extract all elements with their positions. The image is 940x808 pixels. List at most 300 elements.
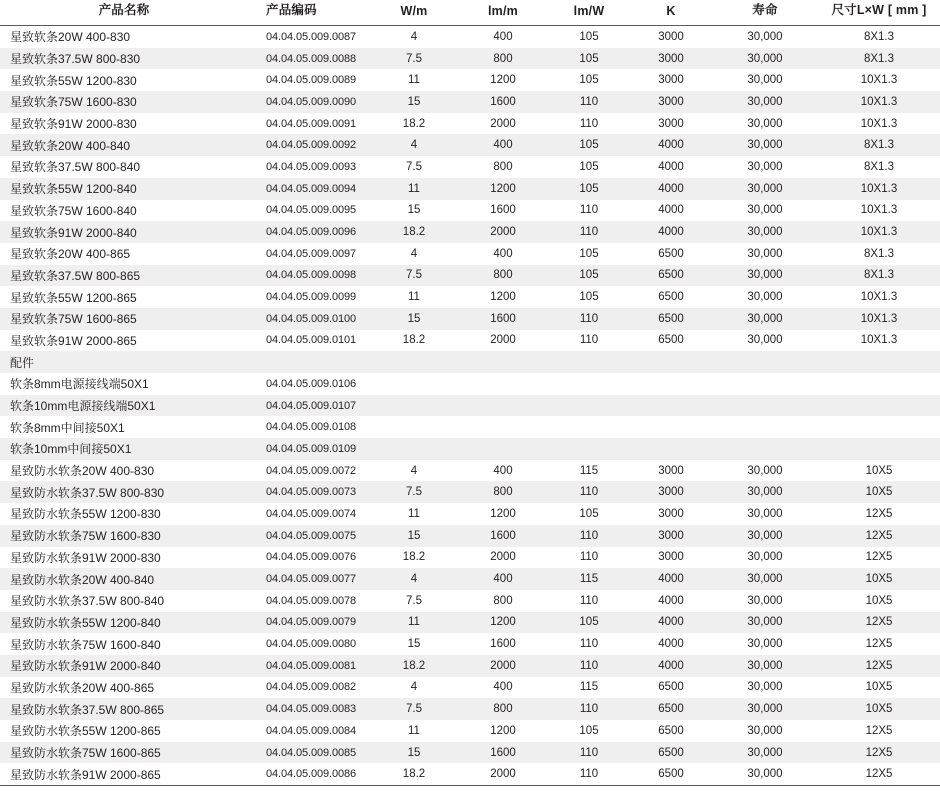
- cell-watt-per-meter: [370, 438, 458, 460]
- table-row: [0, 395, 940, 417]
- cell-watt-per-meter: [370, 373, 458, 395]
- cell-product-code: 04.04.05.009.0091: [266, 117, 357, 130]
- cell-watt-per-meter: 4: [370, 134, 458, 156]
- cell-product-code: 04.04.05.009.0090: [248, 91, 370, 113]
- cell-color-temperature: 3000: [630, 48, 712, 70]
- cell-watt-per-meter: 15: [370, 91, 458, 113]
- cell-lifetime: 30,000: [747, 464, 783, 477]
- cell-color-temperature: 3000: [630, 525, 712, 547]
- cell-product-name: 星致防水软条55W 1200-830: [10, 507, 161, 522]
- cell-watt-per-meter: [370, 395, 458, 417]
- cell-product-code: 04.04.05.009.0089: [266, 74, 357, 87]
- cell-dimensions: 10X5: [818, 481, 940, 503]
- cell-dimensions: 10X1.3: [818, 308, 940, 330]
- cell-lifetime: 30,000: [747, 507, 783, 520]
- column-header-watt-per-meter: W/m: [370, 0, 458, 26]
- cell-lumen-per-meter: 1200: [490, 291, 516, 304]
- cell-color-temperature: 3000: [630, 91, 712, 113]
- cell-lumen-per-meter: 400: [458, 134, 548, 156]
- cell-watt-per-meter: 15: [370, 308, 458, 330]
- cell-product-name: 星致软条37.5W 800-840: [10, 160, 141, 175]
- cell-lumen-per-meter: 800: [493, 160, 513, 173]
- table-row: [0, 525, 940, 547]
- cell-watt-per-meter: [370, 416, 458, 438]
- cell-product-code: 04.04.05.009.0083: [248, 698, 370, 720]
- cell-watt-per-meter: 18.2: [370, 655, 458, 677]
- cell-lifetime: 30,000: [712, 134, 818, 156]
- cell-lumen-per-meter: 400: [493, 681, 513, 694]
- cell-lumen-per-meter: [458, 373, 548, 395]
- cell-lumen-per-meter: 1200: [458, 612, 548, 634]
- cell-lumen-per-watt: 110: [548, 698, 630, 720]
- header-row: [0, 0, 940, 26]
- cell-watt-per-meter: 18.2: [402, 551, 426, 564]
- table-row: [0, 330, 940, 352]
- cell-watt-per-meter: 11: [370, 178, 458, 200]
- cell-product-name: 星致软条20W 400-865: [10, 247, 131, 262]
- table-row: [0, 156, 940, 178]
- cell-watt-per-meter: 7.5: [370, 698, 458, 720]
- cell-product-code: 04.04.05.009.0099: [266, 291, 357, 304]
- cell-dimensions: 10X5: [865, 681, 893, 694]
- cell-lumen-per-meter: 2000: [458, 655, 548, 677]
- cell-dimensions: [818, 373, 940, 395]
- table-row: [0, 720, 940, 742]
- cell-lumen-per-meter: 800: [458, 48, 548, 70]
- cell-product-name: 星致软条91W 2000-830: [10, 117, 137, 132]
- cell-lumen-per-meter: 800: [458, 265, 548, 287]
- cell-lumen-per-meter: 2000: [458, 221, 548, 243]
- cell-lumen-per-watt: [548, 395, 630, 417]
- cell-dimensions: 8X1.3: [818, 134, 940, 156]
- cell-watt-per-meter: 11: [408, 291, 420, 304]
- table-row: [0, 503, 940, 525]
- cell-lifetime: [712, 395, 818, 417]
- cell-color-temperature: 4000: [630, 655, 712, 677]
- cell-color-temperature: 4000: [658, 638, 684, 651]
- cell-lumen-per-watt: 110: [579, 551, 599, 564]
- cell-color-temperature: 4000: [630, 178, 712, 200]
- cell-product-code: 04.04.05.009.0109: [248, 438, 370, 460]
- table-row: [0, 69, 940, 91]
- cell-product-code: 04.04.05.009.0077: [248, 568, 370, 590]
- cell-watt-per-meter: 18.2: [402, 117, 426, 130]
- table-header: [0, 0, 940, 26]
- cell-color-temperature: 4000: [630, 134, 712, 156]
- cell-watt-per-meter: 4: [410, 247, 418, 260]
- table-row: [0, 763, 940, 785]
- cell-lumen-per-meter: 1600: [490, 638, 516, 651]
- table-row: [0, 200, 940, 222]
- cell-watt-per-meter: 7.5: [370, 481, 458, 503]
- cell-product-code: 04.04.05.009.0108: [266, 421, 357, 434]
- cell-dimensions: 8X1.3: [863, 160, 895, 173]
- cell-lumen-per-watt: 105: [579, 160, 599, 173]
- cell-lumen-per-watt: [548, 416, 630, 438]
- table-row: [0, 568, 940, 590]
- cell-product-code: 04.04.05.009.0087: [266, 30, 357, 43]
- cell-product-name: 星致防水软条91W 2000-865: [0, 763, 248, 785]
- table-row: [0, 590, 940, 612]
- cell-dimensions: 12X5: [865, 638, 893, 651]
- table-row: [0, 373, 940, 395]
- cell-color-temperature: [630, 416, 712, 438]
- cell-lumen-per-meter: 400: [493, 30, 513, 43]
- cell-watt-per-meter: 15: [370, 742, 458, 764]
- cell-product-name: 星致软条20W 400-830: [10, 30, 131, 45]
- cell-lumen-per-watt: 110: [548, 742, 630, 764]
- cell-product-code: 04.04.05.009.0095: [266, 204, 357, 217]
- cell-product-code: 04.04.05.009.0079: [248, 612, 370, 634]
- cell-lumen-per-meter: 2000: [490, 334, 516, 347]
- cell-lifetime: 30,000: [712, 91, 818, 113]
- cell-lumen-per-watt: 105: [579, 247, 599, 260]
- cell-dimensions: [818, 438, 940, 460]
- cell-lumen-per-watt: 115: [579, 681, 599, 694]
- cell-lifetime: 30,000: [712, 698, 818, 720]
- table-row: [0, 221, 940, 243]
- cell-dimensions: 10X1.3: [860, 74, 898, 87]
- cell-dimensions: 12X5: [865, 551, 893, 564]
- table-row: [0, 438, 940, 460]
- table-row: [0, 243, 940, 265]
- column-header-lumen-per-meter: lm/m: [458, 0, 548, 26]
- cell-product-name: 星致防水软条91W 2000-840: [0, 655, 248, 677]
- cell-lifetime: 30,000: [712, 308, 818, 330]
- cell-lumen-per-meter: 1200: [458, 178, 548, 200]
- cell-dimensions: 12X5: [818, 742, 940, 764]
- cell-product-name: 配件: [0, 351, 248, 373]
- cell-lumen-per-meter: 400: [458, 568, 548, 590]
- cell-lifetime: 30,000: [747, 247, 783, 260]
- cell-product-name: 星致防水软条37.5W 800-830: [0, 481, 248, 503]
- table-row: [0, 677, 940, 699]
- cell-lifetime: 30,000: [747, 638, 783, 651]
- cell-lifetime: 30,000: [747, 160, 783, 173]
- cell-lumen-per-watt: 105: [579, 291, 599, 304]
- cell-lifetime: 30,000: [747, 204, 783, 217]
- cell-watt-per-meter: 18.2: [370, 763, 458, 785]
- cell-lumen-per-watt: [548, 373, 630, 395]
- table-row: [0, 547, 940, 569]
- cell-lumen-per-watt: 110: [579, 334, 599, 347]
- cell-lumen-per-watt: 110: [548, 308, 630, 330]
- cell-dimensions: 10X1.3: [860, 117, 898, 130]
- cell-lifetime: 30,000: [747, 724, 783, 737]
- cell-product-code: 04.04.05.009.0107: [248, 395, 370, 417]
- cell-product-name: 星致软条91W 2000-865: [10, 333, 137, 348]
- cell-color-temperature: 3000: [658, 464, 684, 477]
- column-header-lumen-per-watt: lm/W: [548, 0, 630, 26]
- table-row: [0, 286, 940, 308]
- cell-product-name: 星致软条55W 1200-840: [0, 178, 248, 200]
- cell-product-code: 04.04.05.009.0085: [248, 742, 370, 764]
- table-body: [0, 26, 940, 786]
- cell-lumen-per-meter: [458, 438, 548, 460]
- cell-lumen-per-meter: 1600: [458, 91, 548, 113]
- cell-watt-per-meter: 7.5: [406, 594, 422, 607]
- cell-product-code: 04.04.05.009.0084: [266, 724, 357, 737]
- cell-color-temperature: 4000: [630, 221, 712, 243]
- table-row: [0, 48, 940, 70]
- cell-lumen-per-watt: 110: [548, 221, 630, 243]
- cell-product-code: 04.04.05.009.0076: [266, 551, 357, 564]
- cell-product-name: 星致防水软条20W 400-840: [0, 568, 248, 590]
- cell-lifetime: 30,000: [712, 568, 818, 590]
- cell-dimensions: 12X5: [865, 724, 893, 737]
- cell-color-temperature: 4000: [630, 568, 712, 590]
- column-header-color-temperature: K: [630, 0, 712, 26]
- cell-lumen-per-meter: 1600: [458, 525, 548, 547]
- cell-lifetime: [712, 373, 818, 395]
- cell-product-name: 星致软条91W 2000-840: [0, 221, 248, 243]
- cell-dimensions: 8X1.3: [863, 247, 895, 260]
- cell-product-code: 04.04.05.009.0100: [248, 308, 370, 330]
- cell-lumen-per-watt: 110: [548, 91, 630, 113]
- table-row: [0, 742, 940, 764]
- cell-color-temperature: 3000: [658, 117, 684, 130]
- cell-color-temperature: [630, 438, 712, 460]
- cell-lumen-per-watt: 105: [579, 30, 599, 43]
- cell-color-temperature: 3000: [658, 74, 684, 87]
- cell-color-temperature: 4000: [658, 204, 684, 217]
- cell-dimensions: 10X1.3: [818, 178, 940, 200]
- cell-dimensions: 10X1.3: [860, 291, 898, 304]
- cell-lifetime: 30,000: [712, 655, 818, 677]
- cell-product-code: 04.04.05.009.0078: [266, 594, 357, 607]
- cell-product-code: 04.04.05.009.0088: [248, 48, 370, 70]
- cell-product-name: 星致软条20W 400-840: [0, 134, 248, 156]
- cell-lumen-per-watt: [548, 438, 630, 460]
- cell-color-temperature: 6500: [630, 698, 712, 720]
- cell-product-name: 星致防水软条37.5W 800-840: [10, 594, 165, 609]
- cell-product-name: 星致软条75W 1600-830: [0, 91, 248, 113]
- cell-watt-per-meter: 4: [410, 464, 418, 477]
- cell-watt-per-meter: 11: [408, 724, 420, 737]
- table-row: [0, 308, 940, 330]
- cell-lumen-per-meter: 1200: [490, 724, 516, 737]
- cell-lifetime: [712, 351, 818, 373]
- table-row: [0, 113, 940, 135]
- cell-color-temperature: 6500: [630, 265, 712, 287]
- table-row: [0, 612, 940, 634]
- column-header-lifetime: 寿命: [712, 0, 818, 26]
- cell-product-code: 04.04.05.009.0098: [248, 265, 370, 287]
- cell-product-code: 04.04.05.009.0073: [248, 481, 370, 503]
- cell-lumen-per-watt: 110: [579, 638, 599, 651]
- cell-product-name: 星致软条37.5W 800-865: [0, 265, 248, 287]
- cell-color-temperature: 3000: [658, 551, 684, 564]
- cell-watt-per-meter: 18.2: [370, 221, 458, 243]
- table-row: [0, 416, 940, 438]
- cell-product-code: 04.04.05.009.0092: [248, 134, 370, 156]
- cell-dimensions: 8X1.3: [863, 30, 895, 43]
- cell-lumen-per-meter: 400: [493, 464, 513, 477]
- cell-product-name: 软条10mm中间接50X1: [0, 438, 248, 460]
- cell-lumen-per-meter: 800: [458, 698, 548, 720]
- cell-dimensions: [818, 395, 940, 417]
- cell-color-temperature: 6500: [658, 247, 684, 260]
- cell-lumen-per-watt: 115: [579, 464, 599, 477]
- cell-product-code: 04.04.05.009.0080: [266, 638, 357, 651]
- cell-color-temperature: 4000: [630, 612, 712, 634]
- cell-product-name: 星致软条75W 1600-865: [0, 308, 248, 330]
- cell-lumen-per-watt: 105: [579, 724, 599, 737]
- cell-lumen-per-meter: 400: [493, 247, 513, 260]
- cell-dimensions: 12X5: [818, 612, 940, 634]
- cell-dimensions: 8X1.3: [818, 48, 940, 70]
- cell-lumen-per-meter: [458, 416, 548, 438]
- cell-product-code: 04.04.05.009.0075: [248, 525, 370, 547]
- table-row: [0, 265, 940, 287]
- cell-watt-per-meter: 15: [407, 638, 421, 651]
- cell-lumen-per-watt: 105: [548, 265, 630, 287]
- table-row: [0, 481, 940, 503]
- cell-color-temperature: [630, 351, 712, 373]
- cell-product-code: 04.04.05.009.0082: [266, 681, 357, 694]
- cell-lifetime: 30,000: [747, 594, 783, 607]
- cell-lifetime: 30,000: [747, 334, 783, 347]
- cell-color-temperature: 3000: [658, 507, 684, 520]
- cell-dimensions: 12X5: [818, 763, 940, 785]
- cell-lumen-per-watt: 110: [579, 204, 599, 217]
- cell-color-temperature: 6500: [630, 308, 712, 330]
- cell-lifetime: 30,000: [747, 117, 783, 130]
- cell-lumen-per-meter: 1600: [490, 204, 516, 217]
- cell-dimensions: 10X1.3: [818, 221, 940, 243]
- table-row: [0, 351, 940, 373]
- cell-dimensions: 10X5: [818, 698, 940, 720]
- cell-watt-per-meter: 11: [408, 74, 420, 87]
- cell-lumen-per-watt: [548, 351, 630, 373]
- cell-dimensions: 10X5: [818, 568, 940, 590]
- cell-product-name: 星致防水软条20W 400-830: [10, 464, 155, 479]
- cell-dimensions: 12X5: [865, 507, 893, 520]
- cell-lumen-per-meter: 800: [493, 594, 513, 607]
- cell-product-name: 软条8mm电源接线端50X1: [10, 377, 149, 392]
- cell-product-code: 04.04.05.009.0086: [248, 763, 370, 785]
- cell-product-name: 星致防水软条55W 1200-840: [0, 612, 248, 634]
- cell-product-code: 04.04.05.009.0101: [266, 334, 357, 347]
- cell-watt-per-meter: 7.5: [370, 48, 458, 70]
- cell-lumen-per-watt: 115: [548, 568, 630, 590]
- table-row: [0, 178, 940, 200]
- cell-lumen-per-meter: 2000: [490, 117, 516, 130]
- cell-dimensions: 10X5: [865, 464, 893, 477]
- cell-lumen-per-watt: 110: [548, 525, 630, 547]
- cell-product-code: 04.04.05.009.0074: [266, 507, 357, 520]
- cell-watt-per-meter: 11: [370, 612, 458, 634]
- cell-product-name: 星致软条55W 1200-830: [10, 73, 137, 88]
- cell-color-temperature: [630, 373, 712, 395]
- cell-watt-per-meter: 7.5: [370, 265, 458, 287]
- cell-lumen-per-watt: 110: [579, 117, 599, 130]
- cell-dimensions: 12X5: [818, 525, 940, 547]
- cell-dimensions: 10X1.3: [860, 334, 898, 347]
- cell-watt-per-meter: 15: [407, 204, 421, 217]
- cell-lumen-per-watt: 105: [579, 507, 599, 520]
- cell-lumen-per-watt: 110: [579, 594, 599, 607]
- cell-dimensions: 8X1.3: [818, 265, 940, 287]
- cell-color-temperature: 6500: [658, 724, 684, 737]
- cell-lifetime: 30,000: [712, 525, 818, 547]
- cell-lifetime: 30,000: [747, 551, 783, 564]
- table-row: [0, 698, 940, 720]
- cell-lumen-per-meter: 1600: [458, 742, 548, 764]
- cell-color-temperature: 4000: [658, 160, 684, 173]
- cell-dimensions: [818, 416, 940, 438]
- cell-lifetime: 30,000: [747, 74, 783, 87]
- cell-dimensions: 10X1.3: [818, 91, 940, 113]
- cell-product-name: 软条10mm电源接线端50X1: [0, 395, 248, 417]
- cell-dimensions: 10X1.3: [860, 204, 898, 217]
- cell-lifetime: 30,000: [712, 265, 818, 287]
- cell-product-code: 04.04.05.009.0097: [266, 247, 357, 260]
- cell-product-code: 04.04.05.009.0081: [248, 655, 370, 677]
- table-row: [0, 26, 940, 48]
- cell-lifetime: [712, 416, 818, 438]
- cell-lumen-per-watt: 110: [548, 655, 630, 677]
- cell-lifetime: 30,000: [712, 48, 818, 70]
- cell-lumen-per-meter: [458, 395, 548, 417]
- cell-lumen-per-watt: 105: [548, 178, 630, 200]
- cell-product-name: 星致防水软条20W 400-865: [10, 680, 155, 695]
- cell-lifetime: 30,000: [712, 763, 818, 785]
- cell-lumen-per-meter: 1200: [490, 74, 516, 87]
- cell-product-name: 软条8mm中间接50X1: [10, 420, 125, 435]
- table-row: [0, 91, 940, 113]
- cell-product-name: 星致软条37.5W 800-830: [0, 48, 248, 70]
- cell-product-name: 星致软条75W 1600-840: [10, 203, 137, 218]
- cell-product-code: [248, 351, 370, 373]
- cell-product-code: 04.04.05.009.0072: [266, 464, 357, 477]
- cell-color-temperature: 6500: [630, 742, 712, 764]
- cell-watt-per-meter: 7.5: [406, 160, 422, 173]
- cell-lifetime: 30,000: [747, 30, 783, 43]
- cell-lumen-per-watt: 105: [548, 612, 630, 634]
- cell-dimensions: 12X5: [818, 655, 940, 677]
- cell-product-name: 星致防水软条75W 1600-840: [10, 637, 161, 652]
- cell-lumen-per-watt: 105: [548, 48, 630, 70]
- cell-color-temperature: 3000: [658, 30, 684, 43]
- cell-product-code: 04.04.05.009.0106: [266, 377, 357, 390]
- cell-watt-per-meter: [370, 351, 458, 373]
- cell-lifetime: 30,000: [712, 612, 818, 634]
- cell-lumen-per-watt: 110: [548, 481, 630, 503]
- cell-color-temperature: [630, 395, 712, 417]
- cell-watt-per-meter: 4: [410, 30, 418, 43]
- cell-lifetime: 30,000: [712, 742, 818, 764]
- cell-lumen-per-meter: 2000: [458, 763, 548, 785]
- cell-product-name: 星致防水软条75W 1600-865: [0, 742, 248, 764]
- table-row: [0, 460, 940, 482]
- cell-lumen-per-meter: 800: [458, 481, 548, 503]
- cell-lumen-per-meter: 1600: [458, 308, 548, 330]
- cell-lumen-per-meter: 2000: [490, 551, 516, 564]
- cell-product-code: 04.04.05.009.0094: [248, 178, 370, 200]
- table-row: [0, 134, 940, 156]
- cell-product-code: 04.04.05.009.0093: [266, 160, 357, 173]
- cell-lifetime: 30,000: [747, 681, 783, 694]
- cell-lifetime: 30,000: [712, 178, 818, 200]
- cell-product-name: 星致软条55W 1200-865: [10, 290, 137, 305]
- table-row: [0, 655, 940, 677]
- cell-lumen-per-watt: 105: [548, 134, 630, 156]
- cell-product-name: 星致防水软条55W 1200-865: [10, 724, 161, 739]
- cell-watt-per-meter: 15: [370, 525, 458, 547]
- cell-lumen-per-watt: 110: [548, 763, 630, 785]
- cell-product-name: 星致防水软条37.5W 800-865: [0, 698, 248, 720]
